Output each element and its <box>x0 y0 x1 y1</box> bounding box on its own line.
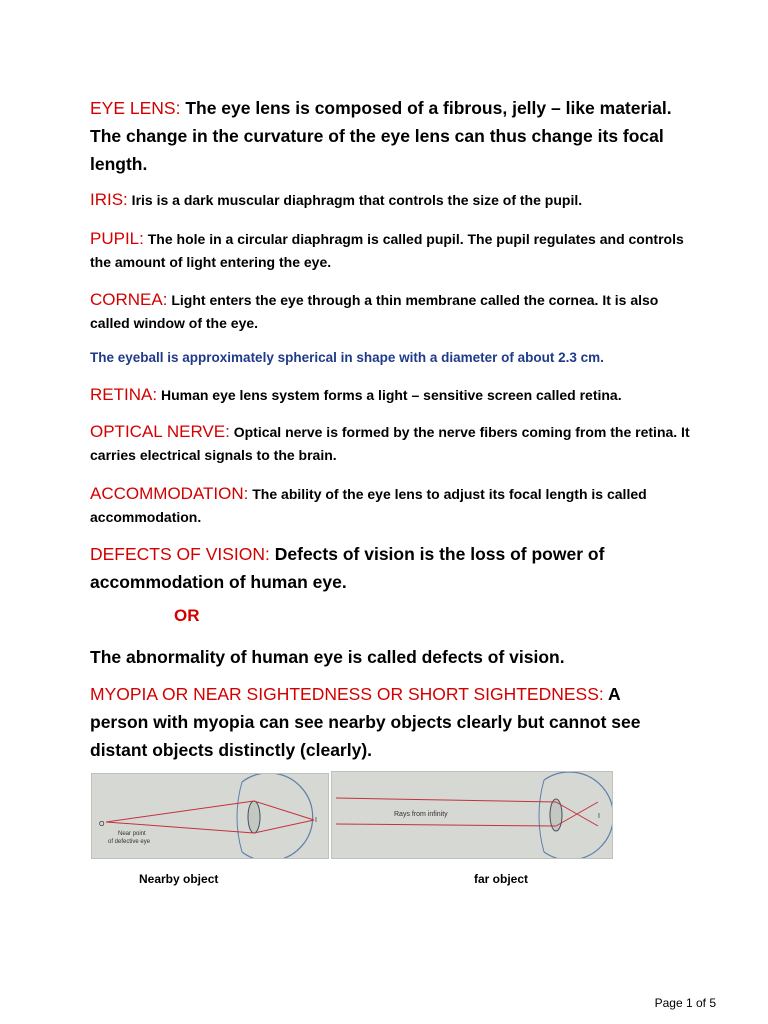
eye-lens-term: EYE LENS: <box>90 98 181 118</box>
myopia-paragraph <box>90 680 670 764</box>
retina-term: RETINA: <box>90 385 158 404</box>
optical-nerve-text: Optical nerve is formed by the nerve fibers coming from the retina. It carries electrical signals to the brain. <box>90 424 690 463</box>
object-point-label: O <box>99 821 105 828</box>
iris-term: IRIS: <box>90 190 128 209</box>
far-object-diagram <box>332 772 613 859</box>
myopia-text: A person with myopia can see nearby objects clearly but cannot see distant objects distinctly (clearly). <box>90 684 641 760</box>
optical-nerve-term: OPTICAL NERVE: <box>90 422 230 441</box>
eyeball-note: The eyeball is approximately spherical in shape with a diameter of about 2.3 cm. <box>90 350 604 365</box>
accommodation-term: ACCOMMODATION: <box>90 484 249 503</box>
myopia-term: MYOPIA OR NEAR SIGHTEDNESS OR SHORT SIGHTEDNESS: <box>90 684 604 704</box>
cornea-curve <box>237 782 242 852</box>
iris-text: Iris is a dark muscular diaphragm that controls the size of the pupil. <box>127 192 583 208</box>
defects-paragraph <box>90 540 630 596</box>
ray-lower-refracted <box>254 820 314 833</box>
cornea-text: Light enters the eye through a thin membrane called the cornea. It is also called window of the eye. <box>90 292 659 331</box>
pupil-text: The hole in a circular diaphragm is called pupil. The pupil regulates and controls the amount of light entering the eye. <box>90 231 684 270</box>
pupil-term: PUPIL: <box>90 229 144 248</box>
page-number: Page 1 of 5 <box>654 996 716 1010</box>
nearby-object-figure <box>91 773 329 859</box>
near-point-label: Near point <box>118 831 146 837</box>
eye-lens-text: The eye lens is composed of a fibrous, jelly – like material. The change in the curvature of the eye lens can thus change its focal length. <box>90 98 672 174</box>
lens-shape <box>248 801 260 833</box>
or-label: OR <box>174 606 200 625</box>
pupil-paragraph <box>90 227 690 274</box>
defects-term: DEFECTS OF VISION: <box>90 544 270 564</box>
defects-text: Defects of vision is the loss of power of accommodation of human eye. <box>90 544 605 592</box>
iris-paragraph <box>90 188 690 212</box>
ray-upper-refracted <box>254 801 314 820</box>
retina-paragraph <box>90 383 690 407</box>
far-object-caption: far object <box>474 872 529 886</box>
image-point-label: I <box>598 813 600 820</box>
accommodation-text: The ability of the eye lens to adjust its focal length is called accommodation. <box>90 486 647 525</box>
cornea-paragraph <box>90 288 690 335</box>
eye-lens-paragraph <box>90 94 690 178</box>
parallel-ray-upper <box>336 798 556 802</box>
parallel-ray-lower <box>336 824 556 826</box>
nearby-object-caption: Nearby object <box>139 872 219 886</box>
rays-from-infinity-label: Rays from infinity <box>394 811 448 818</box>
cornea-curve <box>539 780 544 852</box>
accommodation-paragraph <box>90 482 690 529</box>
nearby-object-diagram <box>92 774 329 859</box>
ray-upper <box>106 801 254 822</box>
cornea-term: CORNEA: <box>90 290 168 309</box>
abnormality-paragraph: The abnormality of human eye is called defects of vision. <box>90 647 565 667</box>
optical-nerve-paragraph <box>90 420 690 467</box>
far-object-figure <box>331 771 613 859</box>
defective-eye-label: of defective eye <box>108 839 151 845</box>
retina-text: Human eye lens system forms a light – sensitive screen called retina. <box>157 387 622 403</box>
image-point-label: I <box>315 817 317 824</box>
